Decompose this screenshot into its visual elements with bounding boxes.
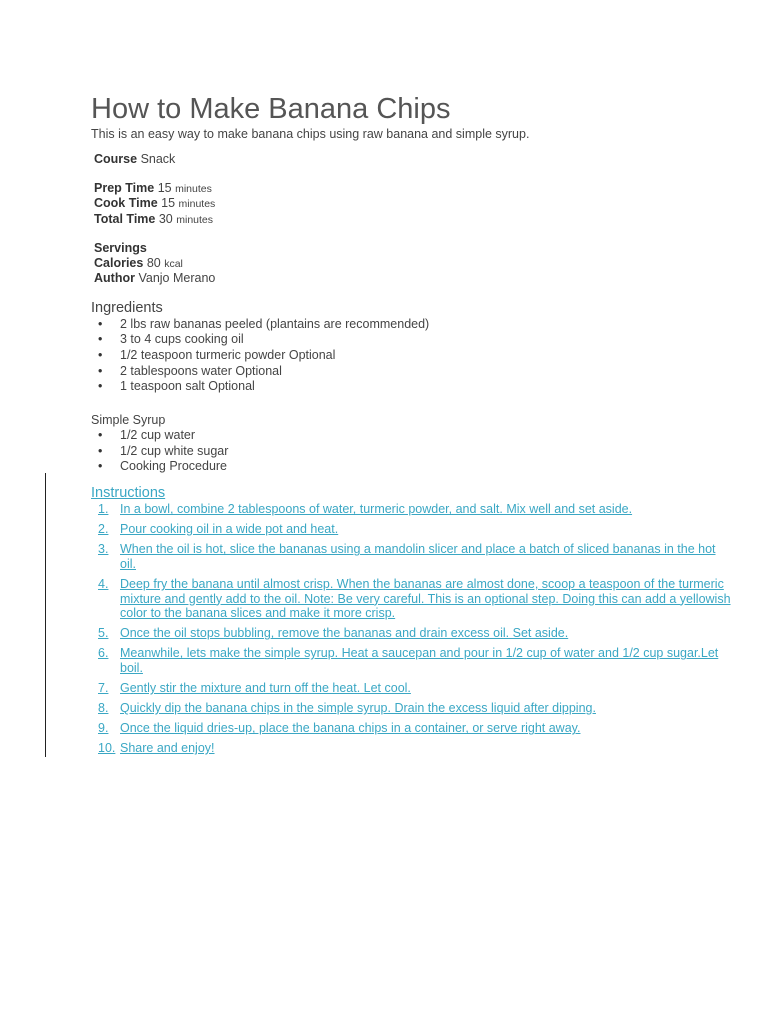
instruction-step-3[interactable] (91, 542, 731, 571)
recipe-page (91, 92, 731, 761)
step-text: When the oil is hot, slice the bananas using a mandolin slicer and place a batch of sliced bananas in the hot oil. (120, 542, 716, 571)
instruction-step-5[interactable] (91, 626, 731, 641)
cook-time-row (94, 196, 731, 212)
ingredients-heading: Ingredients (91, 299, 163, 316)
prep-time-value: 15 (157, 180, 172, 195)
step-text: Once the liquid dries-up, place the banana chips in a container, or serve right away. (120, 721, 581, 736)
step-number: 2. (98, 522, 109, 537)
step-number: 9. (98, 721, 109, 736)
total-time-value: 30 (158, 211, 173, 226)
recipe-meta (94, 152, 731, 286)
calories-row (94, 256, 731, 272)
syrup-list (91, 428, 731, 475)
step-number: 5. (98, 626, 109, 641)
step-number: 1. (98, 502, 109, 517)
cook-time-value: 15 (161, 196, 176, 210)
ingredients-list (91, 317, 731, 396)
step-text: Meanwhile, lets make the simple syrup. Heat a saucepan and pour in 1/2 cup of water and 1/2 cup sugar.Let boil. (120, 646, 719, 675)
course-row (94, 152, 731, 167)
step-number: 4. (98, 577, 109, 591)
calories-unit: kcal (164, 257, 183, 270)
step-number: 3. (98, 542, 109, 557)
step-number: 8. (98, 701, 109, 716)
list-item: • 3 to 4 cups cooking oil (91, 332, 731, 348)
simple-syrup-heading: Simple Syrup (91, 413, 166, 428)
step-text: Once the oil stops bubbling, remove the bananas and drain excess oil. Set aside. (120, 626, 569, 641)
page-title: How to Make Banana Chips (91, 93, 451, 125)
instruction-step-7[interactable] (91, 681, 731, 696)
list-item: • Cooking Procedure (91, 459, 731, 475)
list-item: • 1/2 cup white sugar (91, 444, 731, 460)
total-time-label: Total Time (94, 211, 156, 226)
margin-change-bar (45, 473, 46, 757)
instruction-step-10[interactable] (91, 741, 731, 756)
servings-row (94, 241, 731, 256)
author-row (94, 271, 731, 286)
list-item: • 1/2 teaspoon turmeric powder Optional (91, 348, 731, 364)
prep-time-label: Prep Time (94, 180, 155, 195)
step-text: Gently stir the mixture and turn off the heat. Let cool. (120, 681, 411, 696)
total-time-unit: minutes (176, 213, 213, 226)
author-value: Vanjo Merano (138, 271, 216, 285)
instruction-step-9[interactable] (91, 721, 731, 736)
course-value: Snack (140, 152, 176, 166)
instructions-list (91, 502, 731, 756)
prep-time-row (94, 181, 731, 197)
list-item: • 2 lbs raw bananas peeled (plantains are recommended) (91, 317, 731, 333)
step-number: 10. (98, 741, 116, 756)
instruction-step-4[interactable] (91, 577, 731, 621)
step-text: Share and enjoy! (120, 741, 215, 756)
cook-time-unit: minutes (178, 198, 216, 210)
instruction-step-8[interactable] (91, 701, 731, 716)
step-number: 6. (98, 646, 109, 661)
step-text: Quickly dip the banana chips in the simple syrup. Drain the excess liquid after dipping. (120, 701, 596, 716)
step-number: 7. (98, 681, 109, 696)
instruction-step-1[interactable] (91, 502, 731, 517)
prep-time-unit: minutes (175, 182, 212, 195)
instruction-step-6[interactable] (91, 646, 731, 675)
step-text: Deep fry the banana until almost crisp. When the bananas are almost done, scoop a teaspoon of the turmeric mixture and gently add to the oil. Note: Be very careful. This is an optional step. Doing this can add a yellowish color to the banana slices and make it more crisp. (120, 577, 731, 621)
calories-label: Calories (94, 255, 144, 270)
total-time-row (94, 212, 731, 228)
author-label: Author (94, 271, 135, 285)
instructions-heading[interactable]: Instructions (91, 485, 166, 502)
list-item: • 1 teaspoon salt Optional (91, 379, 731, 395)
course-label: Course (94, 152, 138, 166)
list-item: • 2 tablespoons water Optional (91, 364, 731, 380)
list-item: • 1/2 cup water (91, 428, 731, 444)
instruction-step-2[interactable] (91, 522, 731, 537)
servings-label: Servings (94, 241, 147, 255)
recipe-description: This is an easy way to make banana chips using raw banana and simple syrup. (91, 127, 530, 141)
calories-value: 80 (146, 255, 161, 270)
cook-time-label: Cook Time (94, 196, 158, 210)
step-text: In a bowl, combine 2 tablespoons of water, turmeric powder, and salt. Mix well and set aside. (120, 502, 633, 517)
step-text: Pour cooking oil in a wide pot and heat. (120, 522, 339, 537)
